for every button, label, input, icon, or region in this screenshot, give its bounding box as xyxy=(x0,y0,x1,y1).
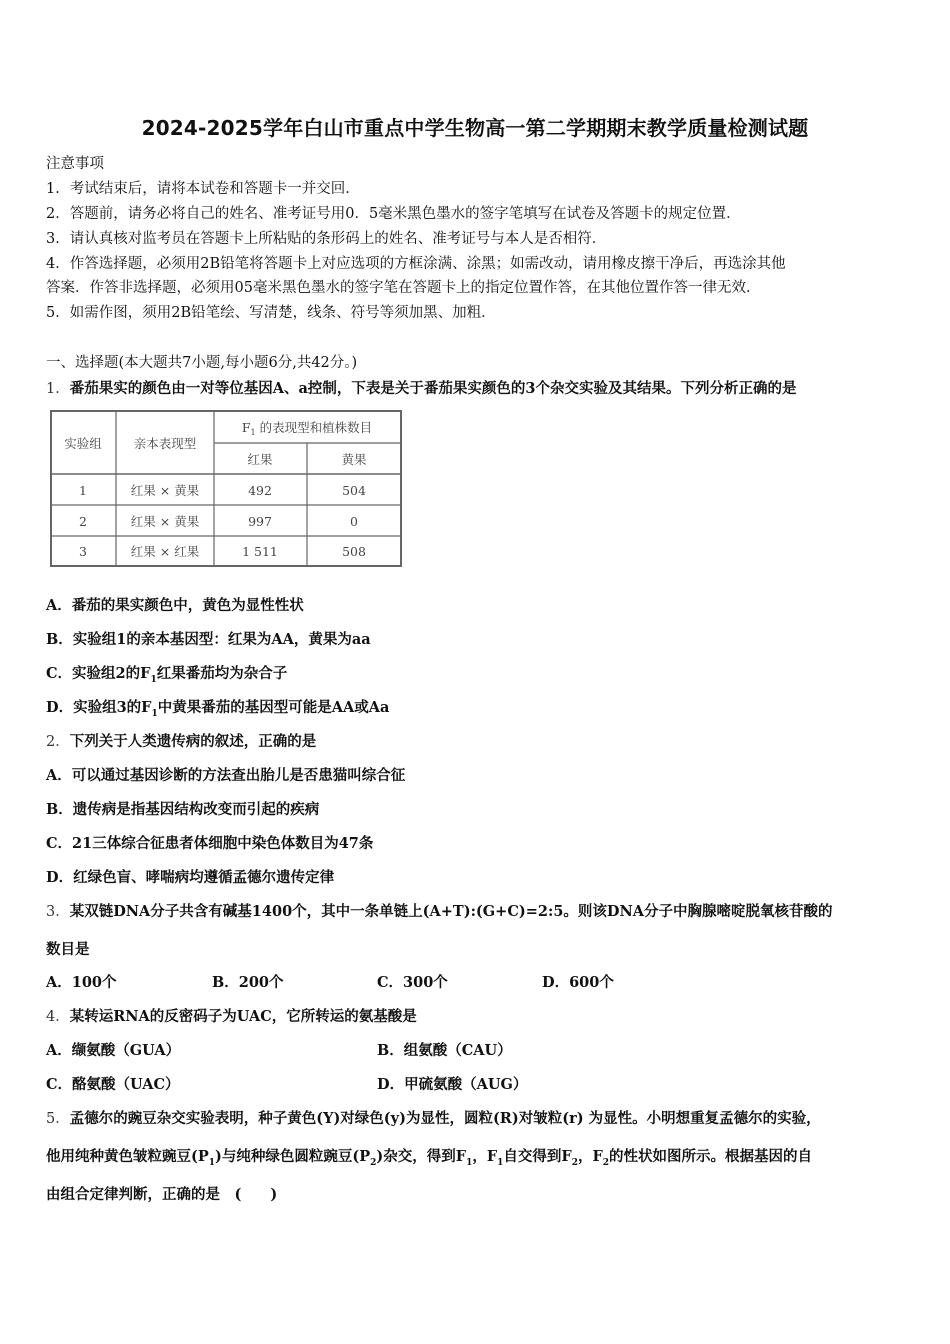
question-4-stem xyxy=(46,1005,417,1026)
table-row-3-red: 1 511 xyxy=(242,544,278,559)
question-4-number: 4． xyxy=(46,1009,70,1025)
q1-option-d: D．实验组3的$F_1$中黄果番茄的基因型可能是AA或Aa xyxy=(46,699,390,719)
table-row-3-yellow: 508 xyxy=(342,544,366,559)
table-header-yellow: 黄果 xyxy=(341,452,367,467)
q4-option-c: C．酪氨酸（UAC） xyxy=(46,1076,180,1093)
question-4-text: 某转运RNA的反密码子为UAC，它所转运的氨基酸是 xyxy=(69,1008,417,1025)
table-row-2-parents: 红果 × 黄果 xyxy=(130,514,200,529)
table-row-1-yellow: 504 xyxy=(342,483,366,498)
q4-option-d: D．甲硫氨酸（AUG） xyxy=(377,1076,528,1093)
q2-option-b: B．遗传病是指基因结构改变而引起的疾病 xyxy=(46,801,320,818)
q2-option-c: C．21三体综合征患者体细胞中染色体数目为47条 xyxy=(46,835,374,852)
table-row-1-red: 492 xyxy=(248,483,272,498)
cross-results-table xyxy=(49,407,404,569)
table-row-2-red: 997 xyxy=(248,514,272,529)
question-2-text: 下列关于人类遗传病的叙述，正确的是 xyxy=(69,733,317,750)
q1-option-a: A．番茄的果实颜色中，黄色为显性性状 xyxy=(46,597,304,614)
table-row-1-parents: 红果 × 黄果 xyxy=(130,483,200,498)
table-header-f1: $F_1$ 的表现型和植株数目 xyxy=(241,420,373,437)
section-heading: 一、选择题(本大题共7小题,每小题6分,共42分。) xyxy=(46,355,358,371)
table-row-3-parents: 红果 × 红果 xyxy=(130,544,200,559)
table-header-parents: 亲本表现型 xyxy=(133,436,197,451)
table-row-1-group: 1 xyxy=(79,483,87,498)
question-5-text: 孟德尔的豌豆杂交实验表明，种子黄色(Y)对绿色(y)为显性，圆粒(R)对皱粒(r) 为显性。小明想重复孟德尔的实验， xyxy=(69,1110,821,1127)
table-header-group: 实验组 xyxy=(64,436,102,451)
q3-option-d: D．600个 xyxy=(542,974,614,991)
q4-option-b: B．组氨酸（CAU） xyxy=(377,1042,512,1059)
question-2-number: 2． xyxy=(46,734,70,750)
question-3-stem xyxy=(46,900,832,921)
question-5-number: 5． xyxy=(46,1111,70,1127)
question-5-stem-line-2: 他用纯种黄色皱粒豌豆$(P_1)$与纯种绿色圆粒豌豆$(P_2)$杂交，得到$F_1$，$F_1$自交得到$F_2$，$F_2$的性状如图所示。根据基因的自 xyxy=(46,1148,813,1168)
q1-option-b: B．实验组1的亲本基因型：红果为AA，黄果为aa xyxy=(46,631,371,648)
notice-item-4-cont: 答案．作答非选择题，必须用05毫米黑色墨水的签字笔在答题卡上的指定位置作答，在其他位置作答一律无效． xyxy=(46,280,761,296)
q2-option-a: A．可以通过基因诊断的方法查出胎儿是否患猫叫综合征 xyxy=(46,767,406,784)
table-header-red: 红果 xyxy=(247,452,273,467)
q3-option-b: B．200个 xyxy=(212,974,284,991)
notice-heading: 注意事项 xyxy=(46,156,104,172)
question-1-number: 1． xyxy=(46,381,70,397)
table-row-2-group: 2 xyxy=(79,514,87,529)
notice-item-4: 4．作答选择题，必须用2B铅笔将答题卡上对应选项的方框涂满、涂黑；如需改动，请用橡皮擦干净后，再选涂其他 xyxy=(46,256,786,272)
question-1-text: 番茄果实的颜色由一对等位基因A、a控制，下表是关于番茄果实颜色的3个杂交实验及其结果。下列分析正确的是 xyxy=(69,380,797,397)
question-5-stem xyxy=(46,1107,821,1128)
question-5-stem-line-3: 由组合定律判断，正确的是 ( ) xyxy=(46,1186,278,1203)
page-title: 2024-2025学年白山市重点中学生物高一第二学期期末教学质量检测试题 xyxy=(141,116,809,140)
table-row-2-yellow: 0 xyxy=(350,514,358,529)
q3-option-a: A．100个 xyxy=(46,974,117,991)
q2-option-d: D．红绿色盲、哮喘病均遵循孟德尔遗传定律 xyxy=(46,869,335,886)
notice-item-5: 5．如需作图，须用2B铅笔绘、写清楚，线条、符号等须加黑、加粗． xyxy=(46,305,496,321)
question-3-stem-cont: 数目是 xyxy=(46,941,90,958)
q1-option-c: C．实验组2的$F_1$红果番茄均为杂合子 xyxy=(46,665,288,685)
notice-item-1: 1．考试结束后，请将本试卷和答题卡一并交回． xyxy=(46,181,360,197)
notice-item-2: 2．答题前，请务必将自己的姓名、准考证号用0．5毫米黑色墨水的签字笔填写在试卷及答题卡的规定位置． xyxy=(46,206,741,222)
q4-option-a: A．缬氨酸（GUA） xyxy=(46,1042,181,1059)
question-2-stem xyxy=(46,730,316,751)
table-row-3-group: 3 xyxy=(79,544,87,559)
question-3-text: 某双链DNA分子共含有碱基1400个，其中一条单链上(A+T):(G+C)=2:5。则该DNA分子中胸腺嘧啶脱氧核苷酸的 xyxy=(69,903,833,920)
question-3-number: 3． xyxy=(46,904,70,920)
q3-option-c: C．300个 xyxy=(377,974,448,991)
notice-item-3: 3．请认真核对监考员在答题卡上所粘贴的条形码上的姓名、准考证号与本人是否相符． xyxy=(46,231,607,247)
question-1-stem xyxy=(46,377,796,398)
